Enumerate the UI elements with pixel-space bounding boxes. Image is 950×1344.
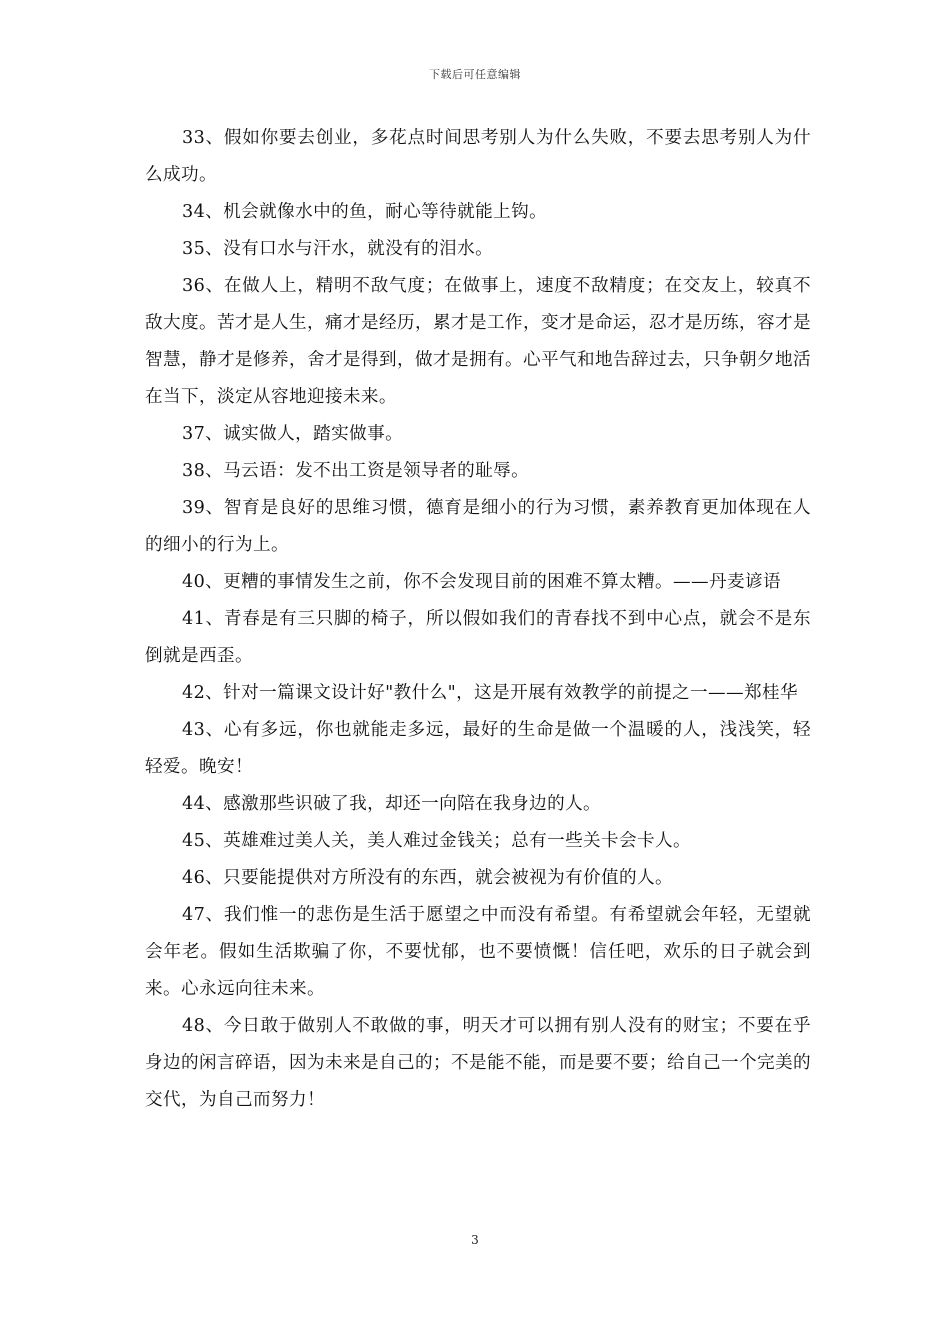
quote-34: 34、机会就像水中的鱼，耐心等待就能上钩。 — [182, 202, 548, 222]
quote-42: 42、针对一篇课文设计好"教什么"，这是开展有效教学的前提之一——郑桂华 — [182, 683, 798, 703]
page-number: 3 — [471, 1233, 479, 1247]
quote-38: 38、马云语：发不出工资是领导者的耻辱。 — [182, 461, 530, 481]
quote-40: 40、更糟的事情发生之前，你不会发现目前的困难不算太糟。——丹麦谚语 — [182, 572, 781, 592]
quote-33: 33、假如你要去创业，多花点时间思考别人为什么失败，不要去思考别人为什么成功。 — [145, 128, 811, 185]
page-header: 下载后可任意编辑 — [429, 68, 521, 81]
quote-48: 48、今日敢于做别人不敢做的事，明天才可以拥有别人没有的财宝；不要在乎身边的闲言碎语，因为未来是自己的；不是能不能，而是要不要；给自己一个完美的交代，为自己而努力！ — [145, 1016, 811, 1110]
quote-37: 37、诚实做人，踏实做事。 — [182, 424, 404, 444]
quote-36: 36、在做人上，精明不敌气度；在做事上，速度不敌精度；在交友上，较真不敌大度。苦才是人生，痛才是经历，累才是工作，变才是命运，忍才是历练，容才是智慧，静才是修养，舍才是得到，做才是拥有。心平气和地告辞过去，只争朝夕地活在当下，淡定从容地迎接未来。 — [145, 276, 811, 407]
document-body — [145, 120, 811, 1119]
quote-45: 45、英雄难过美人关，美人难过金钱关；总有一些关卡会卡人。 — [182, 831, 692, 851]
quote-39: 39、智育是良好的思维习惯，德育是细小的行为习惯，素养教育更加体现在人的细小的行为上。 — [145, 498, 811, 555]
quote-43: 43、心有多远，你也就能走多远，最好的生命是做一个温暖的人，浅浅笑，轻轻爱。晚安！ — [145, 720, 811, 777]
quote-44: 44、感激那些识破了我，却还一向陪在我身边的人。 — [182, 794, 602, 814]
quote-47: 47、我们惟一的悲伤是生活于愿望之中而没有希望。有希望就会年轻，无望就会年老。假如生活欺骗了你，不要忧郁，也不要愤慨！信任吧，欢乐的日子就会到来。心永远向往未来。 — [145, 905, 811, 999]
quote-41: 41、青春是有三只脚的椅子，所以假如我们的青春找不到中心点，就会不是东倒就是西歪。 — [145, 609, 811, 666]
quote-35: 35、没有口水与汗水，就没有的泪水。 — [182, 239, 494, 259]
quote-46: 46、只要能提供对方所没有的东西，就会被视为有价值的人。 — [182, 868, 674, 888]
